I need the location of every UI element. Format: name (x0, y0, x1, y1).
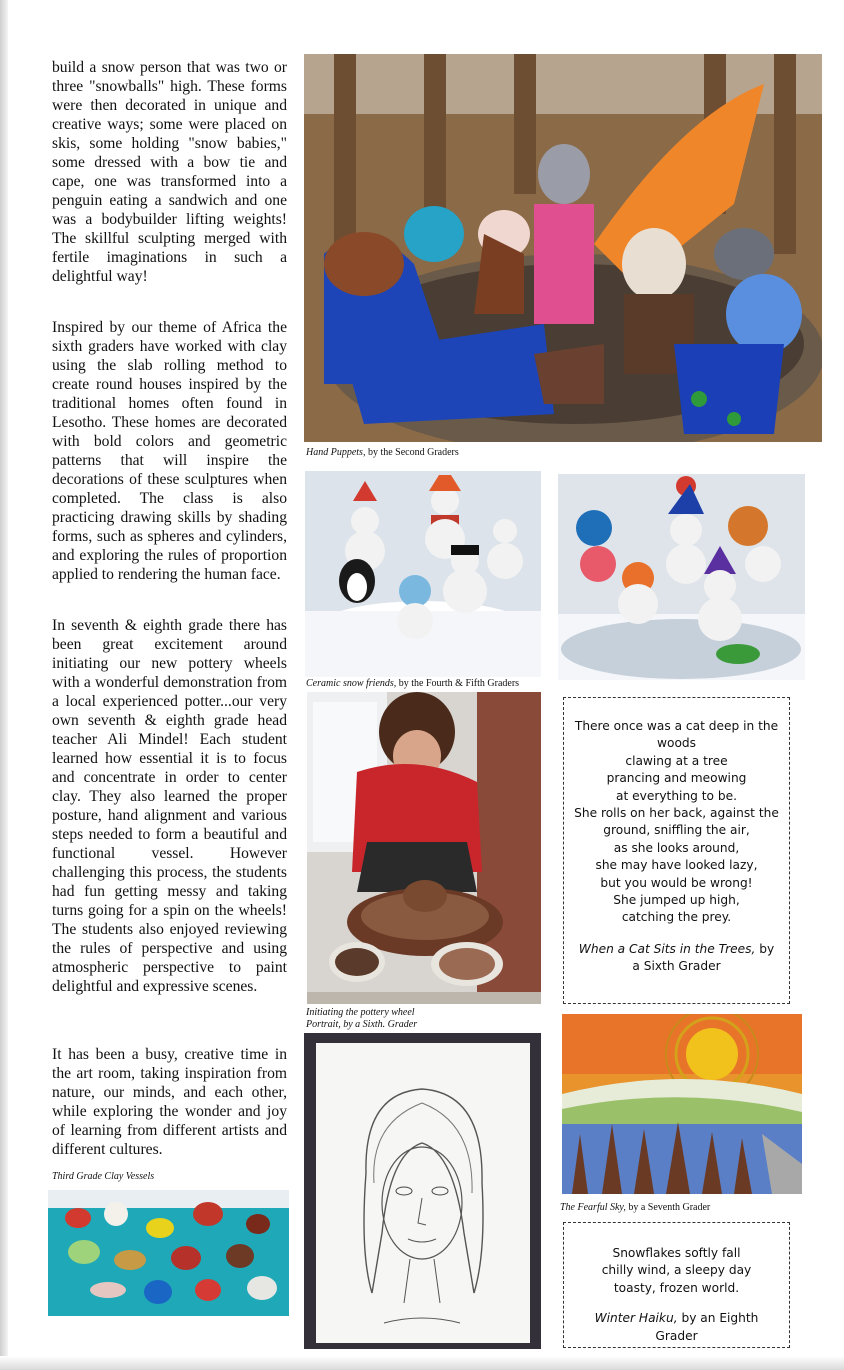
caption-vessels: Third Grade Clay Vessels (52, 1171, 155, 1182)
poem-haiku-box (563, 1222, 790, 1348)
caption-puppets-by: by the Second Graders (365, 447, 459, 458)
caption-puppets (306, 447, 459, 459)
poem-haiku-by: by an Eighth Grader (655, 1311, 759, 1343)
poem-cat-line: clawing at a tree (625, 753, 728, 768)
paragraph-closing: It has been a busy, creative time in the art room, taking inspiration from nature, our minds, and each other, while exploring the wonder and joy of learning from different artists and different cultures. (52, 1046, 287, 1158)
photo-pottery-wheel (307, 692, 541, 1004)
photo-hand-puppets (304, 54, 822, 442)
photo-snow-friends-2 (558, 474, 805, 680)
paragraph-sixth-grade: Inspired by our theme of Africa the sixth graders have worked with clay using the slab rolling method to create round houses inspired by the traditional homes often found in Lesotho. These homes are decorated with bold colors and geometric patterns that will inspire the decorations of these sculptures when completed. The class is also practicing drawing skills by shading forms, such as spheres and cylinders, and exploring the rules of proportion applied to rendering the human face. (52, 319, 287, 583)
poem-haiku-line: toasty, frozen world. (613, 1280, 740, 1295)
poem-cat-line: she may have looked lazy, (595, 858, 758, 873)
paragraph-seventh-eighth: In seventh & eighth grade there has been great excitement around initiating our new pottery wheels with a wonderful demonstration from a local experienced potter...our very own seventh & eighth grade head teacher Ali Mindel! Each student learned how essential it is to focus and concentrate in order to center clay. They also learned the proper posture, hand alignment and various steps needed to form a beautiful and functional vessel. However challenging this process, the students had fun getting messy and taking turns going for a spin on the wheels! The students also enjoyed reviewing the rules of perspective and using atmospheric perspective to paint delightful and expressive scenes. (52, 617, 287, 995)
poem-cat-line: She jumped up high, (613, 893, 740, 908)
poem-cat-line: She rolls on her back, against the ground, sniffling the air, (574, 806, 779, 838)
page-bottom-shadow (0, 1356, 844, 1370)
poem-haiku-title: Winter Haiku, (594, 1311, 678, 1326)
caption-puppets-title: Hand Puppets, (306, 447, 366, 458)
caption-wheel: Initiating the pottery wheel (306, 1007, 415, 1018)
caption-sky-title: The Fearful Sky, (560, 1202, 626, 1213)
poem-cat-line: prancing and meowing (606, 771, 747, 786)
photo-fearful-sky (562, 1014, 802, 1194)
caption-portrait: Portrait, by a Sixth. Grader (306, 1019, 418, 1030)
poem-cat-box (563, 697, 790, 1004)
caption-sky (560, 1202, 710, 1214)
poem-haiku-line: Snowflakes softly fall (612, 1246, 741, 1260)
caption-snow-title: Ceramic snow friends, (306, 678, 397, 689)
photo-clay-vessels (48, 1190, 289, 1316)
poem-cat-by: by a Sixth Grader (632, 941, 775, 974)
poem-cat-line: There once was a cat deep in the woods (574, 719, 779, 751)
poem-haiku-line: chilly wind, a sleepy day (601, 1263, 752, 1278)
poem-cat-line: at everything to be. (616, 788, 737, 803)
caption-sky-by: by a Seventh Grader (625, 1202, 711, 1213)
photo-snow-friends-1 (305, 471, 541, 677)
paragraph-snow-person: build a snow person that was two or three "snowballs" high. These forms were then decorated in unique and creative ways; some were placed on skis, some holding "snow babies," some dressed with a bow tie and cape, one was transformed into a penguin eating a sandwich and one was a bodybuilder lifting weights! The skillful sculpting merged with fertile imaginations in such a delightful way! (52, 59, 287, 285)
caption-snow-by: by the Fourth & Fifth Graders (396, 678, 520, 689)
poem-haiku-credit (572, 1310, 781, 1345)
poem-cat-line: but you would be wrong! (600, 875, 753, 890)
page-edge (0, 0, 8, 1370)
photo-portrait-drawing (304, 1033, 541, 1349)
caption-snow (306, 678, 519, 690)
poem-cat-line: as she looks around, (613, 840, 740, 855)
poem-cat-line: catching the prey. (621, 910, 732, 925)
poem-cat-title: When a Cat Sits in the Trees, (578, 941, 756, 956)
poem-cat-credit (574, 941, 779, 976)
